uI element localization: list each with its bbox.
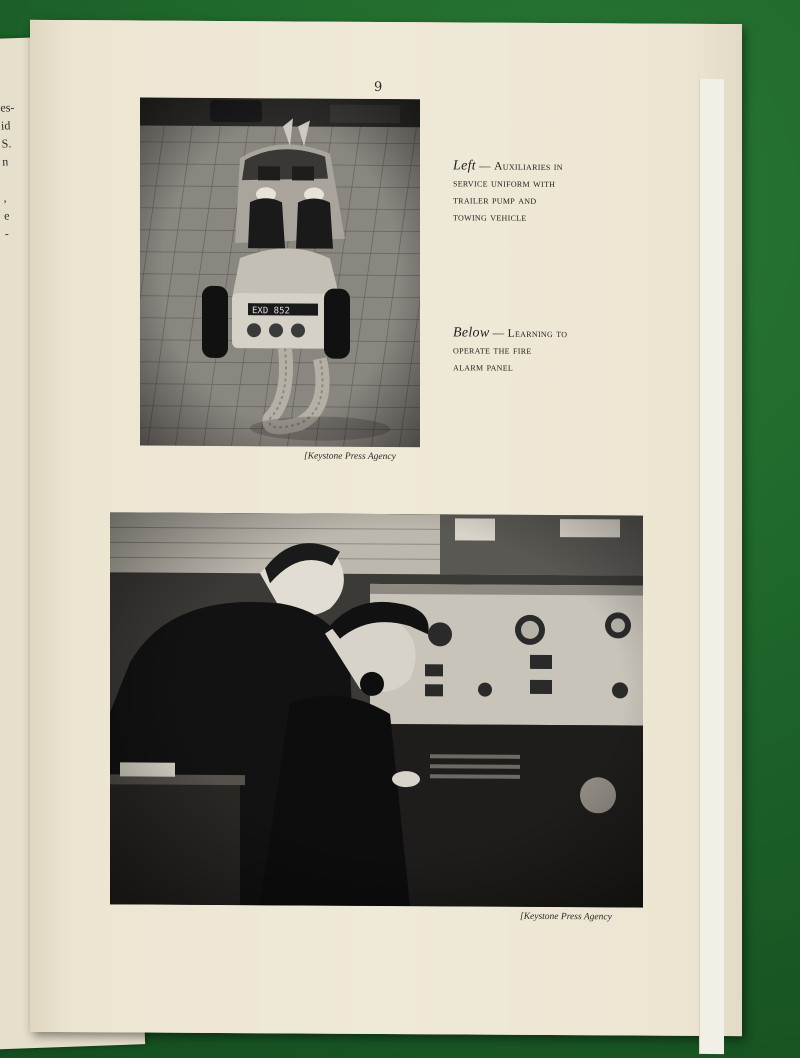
left-page-fragment: , bbox=[3, 190, 7, 205]
photo-credit-top: [Keystone Press Agency bbox=[304, 451, 396, 463]
fire-alarm-panel-image bbox=[110, 512, 643, 907]
left-page-fragment: es- bbox=[0, 100, 15, 115]
booklet-page bbox=[30, 20, 742, 1036]
left-page-fragment: - bbox=[4, 226, 10, 241]
caption-lead: Left bbox=[453, 158, 476, 174]
photo-trailer-pump bbox=[140, 97, 420, 447]
photo-credit-bottom: [Keystone Press Agency bbox=[520, 911, 612, 923]
page-stack-edge bbox=[699, 79, 724, 1054]
caption-top bbox=[453, 157, 563, 227]
caption-line: alarm panel bbox=[453, 361, 514, 374]
caption-line: operate the fire bbox=[453, 344, 532, 357]
trailer-pump-image bbox=[140, 97, 420, 447]
caption-line: Auxiliaries in bbox=[494, 160, 563, 174]
page-number: 9 bbox=[374, 79, 383, 95]
caption-lead: Below bbox=[453, 325, 490, 341]
photo-fire-alarm-panel bbox=[110, 512, 643, 907]
caption-line: Learning to bbox=[507, 327, 568, 341]
left-page-fragment: e bbox=[3, 208, 10, 223]
caption-dash: — bbox=[489, 327, 508, 340]
caption-line: towing vehicle bbox=[453, 211, 527, 224]
caption-line: service uniform with bbox=[453, 177, 556, 191]
caption-bottom bbox=[453, 324, 567, 377]
left-page-fragment: S. bbox=[1, 136, 12, 151]
caption-line: trailer pump and bbox=[453, 194, 537, 207]
left-page-fragment: n bbox=[2, 154, 9, 169]
caption-dash: — bbox=[475, 160, 495, 173]
left-page-fragment: id bbox=[0, 118, 11, 133]
